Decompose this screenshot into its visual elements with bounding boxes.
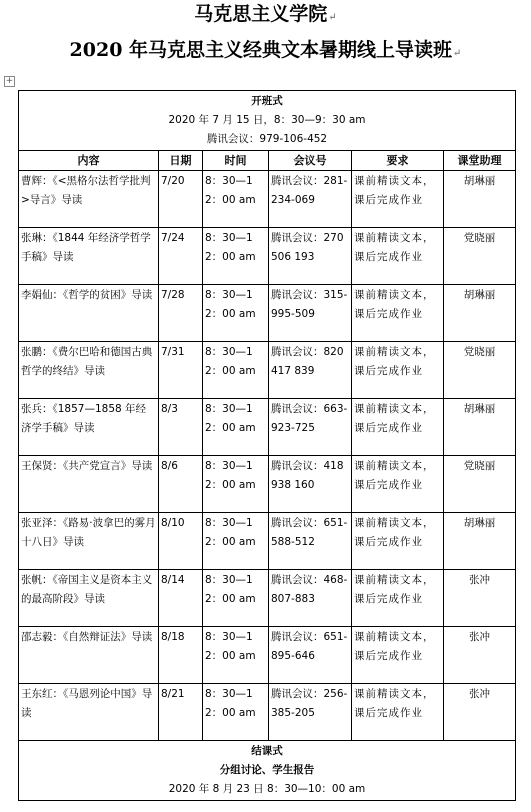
session-time: 8：30—12：00 am: [203, 342, 269, 399]
session-content: 张兵：《1857—1858 年经济学手稿》导读: [19, 399, 159, 456]
schedule-table: [18, 90, 516, 801]
title-text: 马克思主义学院: [194, 3, 328, 25]
session-time: 8：30—12：00 am: [203, 684, 269, 741]
session-assistant: 胡琳丽: [444, 285, 516, 342]
session-content: 王保贤：《共产党宣言》导读: [19, 456, 159, 513]
session-requirement: 课前精读文本，课后完成作业: [352, 171, 444, 228]
table-row: [19, 399, 516, 456]
table-row: [19, 285, 516, 342]
table-row: [19, 228, 516, 285]
session-list: [19, 171, 516, 741]
col-header-requirement: 要求: [352, 151, 444, 171]
table-row: [19, 171, 516, 228]
session-content: 曹辉：《<黑格尔法哲学批判>导言》导读: [19, 171, 159, 228]
session-meeting: 腾讯会议：418 938 160: [269, 456, 352, 513]
session-time: 8：30—12：00 am: [203, 570, 269, 627]
session-requirement: 课前精读文本，课后完成作业: [352, 684, 444, 741]
session-meeting: 腾讯会议：468-807-883: [269, 570, 352, 627]
session-assistant: 胡琳丽: [444, 171, 516, 228]
session-content: 张琳：《1844 年经济学哲学手稿》导读: [19, 228, 159, 285]
session-requirement: 课前精读文本，课后完成作业: [352, 342, 444, 399]
session-content: 张鹏：《费尔巴哈和德国古典哲学的终结》导读: [19, 342, 159, 399]
session-time: 8：30—12：00 am: [203, 285, 269, 342]
page-title: [0, 2, 531, 30]
table-row: [19, 456, 516, 513]
opening-meeting: 腾讯会议：979-106-452: [206, 133, 328, 145]
session-date: 7/24: [159, 228, 203, 285]
session-time: 8：30—12：00 am: [203, 513, 269, 570]
session-date: 8/3: [159, 399, 203, 456]
page-subtitle: [0, 38, 531, 66]
session-content: 李娟仙：《哲学的贫困》导读: [19, 285, 159, 342]
header-row: [19, 151, 516, 171]
session-assistant: 党晓丽: [444, 456, 516, 513]
opening-cell: [19, 91, 516, 151]
session-assistant: 张冲: [444, 627, 516, 684]
session-content: 张帆：《帝国主义是资本主义的最高阶段》导读: [19, 570, 159, 627]
session-requirement: 课前精读文本，课后完成作业: [352, 513, 444, 570]
opening-title: 开班式: [251, 95, 283, 107]
table-row: [19, 513, 516, 570]
session-time: 8：30—12：00 am: [203, 171, 269, 228]
session-meeting: 腾讯会议：820 417 839: [269, 342, 352, 399]
closing-title: 结课式: [251, 745, 283, 757]
paragraph-mark: ↵: [453, 48, 462, 59]
session-assistant: 党晓丽: [444, 342, 516, 399]
session-time: 8：30—12：00 am: [203, 627, 269, 684]
closing-time: 2020 年 8 月 23 日 8：30—10：00 am: [168, 783, 366, 795]
table-row: [19, 342, 516, 399]
session-meeting: 腾讯会议：270 506 193: [269, 228, 352, 285]
col-header-time: 时间: [203, 151, 269, 171]
col-header-meeting: 会议号: [269, 151, 352, 171]
closing-subtitle: 分组讨论、学生报告: [219, 764, 315, 776]
closing-cell: [19, 741, 516, 801]
session-requirement: 课前精读文本，课后完成作业: [352, 570, 444, 627]
session-date: 7/20: [159, 171, 203, 228]
col-header-date: 日期: [159, 151, 203, 171]
session-assistant: 张冲: [444, 570, 516, 627]
session-content: 张亚泽：《路易·波拿巴的雾月十八日》导读: [19, 513, 159, 570]
subtitle-text: 2020 年马克思主义经典文本暑期线上导读班: [69, 39, 453, 61]
session-time: 8：30—12：00 am: [203, 399, 269, 456]
session-date: 8/18: [159, 627, 203, 684]
closing-row: [19, 741, 516, 801]
session-requirement: 课前精读文本，课后完成作业: [352, 456, 444, 513]
session-assistant: 张冲: [444, 684, 516, 741]
session-content: 邵志毅：《自然辩证法》导读: [19, 627, 159, 684]
session-date: 7/28: [159, 285, 203, 342]
col-header-assistant: 课堂助理: [444, 151, 516, 171]
paragraph-mark: ↵: [328, 12, 337, 23]
opening-time: 2020 年 7 月 15 日，8：30—9：30 am: [168, 114, 366, 126]
session-meeting: 腾讯会议：651-588-512: [269, 513, 352, 570]
session-requirement: 课前精读文本，课后完成作业: [352, 627, 444, 684]
session-content: 王东红：《马恩列论中国》导读: [19, 684, 159, 741]
table-row: [19, 684, 516, 741]
session-date: 8/21: [159, 684, 203, 741]
session-date: 8/14: [159, 570, 203, 627]
session-meeting: 腾讯会议：256-385-205: [269, 684, 352, 741]
table-move-handle-icon[interactable]: +: [5, 76, 14, 86]
session-requirement: 课前精读文本，课后完成作业: [352, 228, 444, 285]
session-assistant: 胡琳丽: [444, 399, 516, 456]
session-meeting: 腾讯会议：315-995-509: [269, 285, 352, 342]
table-row: [19, 570, 516, 627]
session-assistant: 党晓丽: [444, 228, 516, 285]
session-date: 8/10: [159, 513, 203, 570]
session-meeting: 腾讯会议：281-234-069: [269, 171, 352, 228]
session-requirement: 课前精读文本，课后完成作业: [352, 285, 444, 342]
session-meeting: 腾讯会议：663-923-725: [269, 399, 352, 456]
col-header-content: 内容: [19, 151, 159, 171]
session-time: 8：30—12：00 am: [203, 228, 269, 285]
session-assistant: 胡琳丽: [444, 513, 516, 570]
session-requirement: 课前精读文本，课后完成作业: [352, 399, 444, 456]
session-date: 7/31: [159, 342, 203, 399]
table-row: [19, 627, 516, 684]
session-date: 8/6: [159, 456, 203, 513]
session-meeting: 腾讯会议：651-895-646: [269, 627, 352, 684]
session-time: 8：30—12：00 am: [203, 456, 269, 513]
opening-row: [19, 91, 516, 151]
